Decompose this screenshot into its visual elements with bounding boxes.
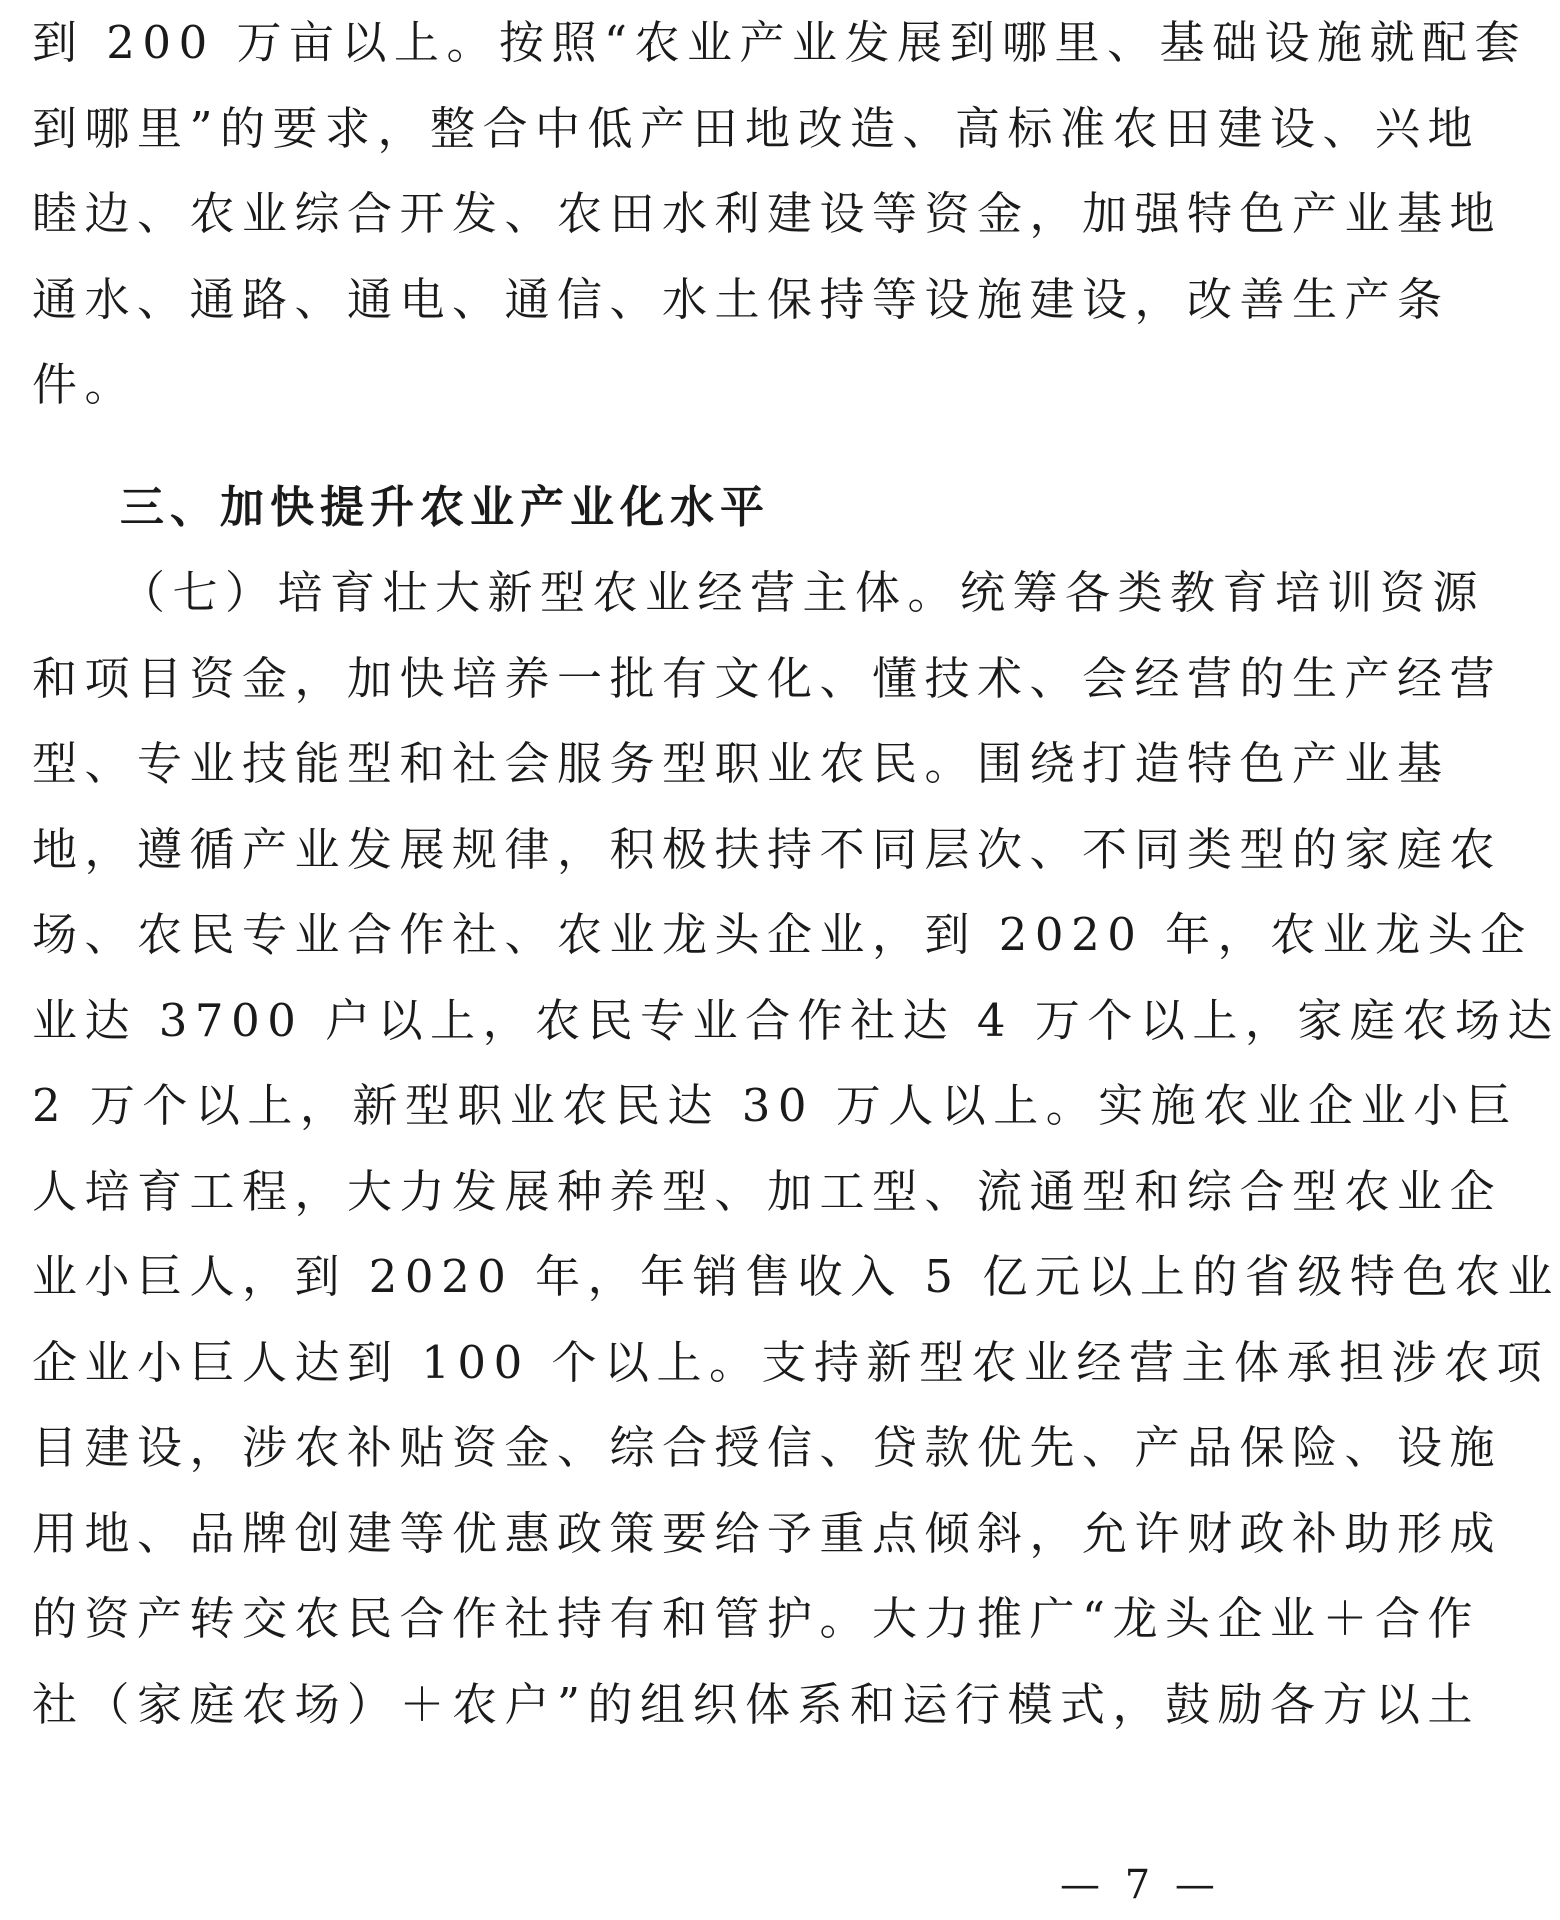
text-line: 业达 3700 户以上，农民专业合作社达 4 万个以上，家庭农场达 bbox=[32, 993, 1560, 1047]
text-line: 用地、品牌创建等优惠政策要给予重点倾斜，允许财政补助形成 bbox=[32, 1506, 1503, 1560]
text-line: 到 200 万亩以上。按照“农业产业发展到哪里、基础设施就配套 bbox=[32, 16, 1528, 69]
text-line: 的资产转交农民合作社持有和管护。大力推广“龙头企业＋合作 bbox=[32, 1592, 1481, 1645]
section-heading: 三、加快提升农业产业化水平 bbox=[120, 482, 770, 533]
text-line: 业小巨人，到 2020 年，年销售收入 5 亿元以上的省级特色农业 bbox=[32, 1250, 1560, 1303]
text-line: 通水、通路、通电、通信、水土保持等设施建设，改善生产条 bbox=[32, 272, 1450, 326]
text-line: 目建设，涉农补贴资金、综合授信、贷款优先、产品保险、设施 bbox=[32, 1421, 1503, 1474]
text-line: 企业小巨人达到 100 个以上。支持新型农业经营主体承担涉农项 bbox=[32, 1335, 1550, 1389]
text-line: 睦边、农业综合开发、农田水利建设等资金，加强特色产业基地 bbox=[32, 187, 1503, 240]
text-line: 和项目资金，加快培养一批有文化、懂技术、会经营的生产经营 bbox=[32, 651, 1503, 705]
text-line: 社（家庭农场）＋农户”的组织体系和运行模式，鼓励各方以土 bbox=[32, 1677, 1481, 1731]
text-line: 件。 bbox=[32, 358, 138, 411]
text-line: 型、专业技能型和社会服务型职业农民。围绕打造特色产业基 bbox=[32, 737, 1450, 790]
text-line: 到哪里”的要求，整合中低产田地改造、高标准农田建设、兴地 bbox=[32, 101, 1481, 155]
text-line: 地，遵循产业发展规律，积极扶持不同层次、不同类型的家庭农 bbox=[32, 822, 1503, 876]
text-line: （七）培育壮大新型农业经营主体。统筹各类教育培训资源 bbox=[120, 566, 1486, 619]
text-line: 场、农民专业合作社、农业龙头企业，到 2020 年，农业龙头企 bbox=[32, 908, 1533, 961]
paragraph-seven bbox=[32, 550, 1560, 1747]
text-line: 2 万个以上，新型职业农民达 30 万人以上。实施农业企业小巨 bbox=[32, 1079, 1519, 1132]
page-number: — 7 — bbox=[1060, 1862, 1221, 1908]
continuation-paragraph bbox=[32, 0, 1528, 428]
text-line: 人培育工程，大力发展种养型、加工型、流通型和综合型农业企 bbox=[32, 1164, 1503, 1218]
